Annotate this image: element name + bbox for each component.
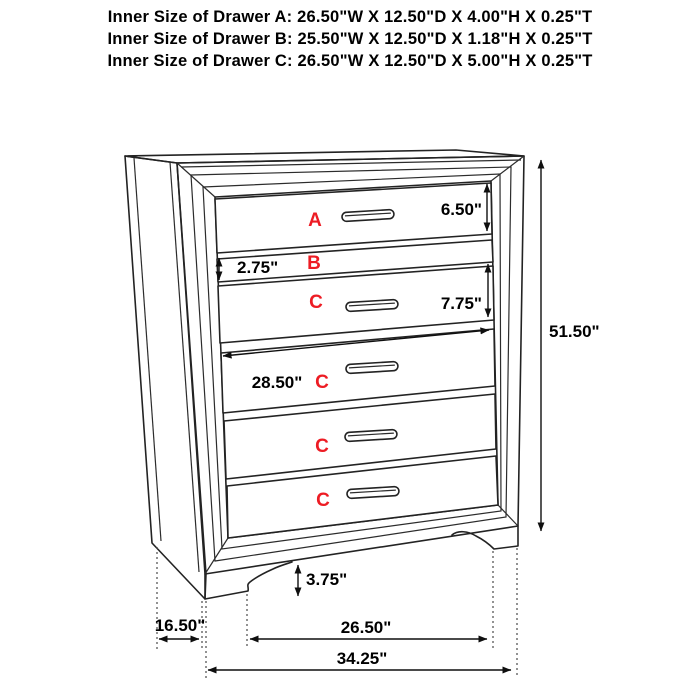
drawer-a-label: A: [308, 210, 322, 231]
dim-c-height-label: 7.75": [440, 294, 482, 313]
dim-foot-height-label: 3.75": [306, 570, 348, 589]
dimension-foot-height: [298, 565, 347, 596]
dim-overall-width-label: 34.25": [336, 649, 388, 668]
dimension-overall-height: [541, 160, 600, 531]
dimension-between-feet: [250, 618, 487, 639]
dimension-overall-width: [208, 649, 511, 670]
drawer-c3-label: C: [315, 436, 329, 457]
dim-a-height-label: 6.50": [440, 200, 482, 219]
dim-b-height-label: 2.75": [237, 258, 279, 277]
dim-side-depth-label: 16.50": [154, 616, 206, 635]
drawer-size-line-b: Inner Size of Drawer B: 25.50"W X 12.50"D X 1.18"H X 0.25"T: [107, 30, 593, 48]
drawer-size-line-a: Inner Size of Drawer A: 26.50"W X 12.50"D X 4.00"H X 0.25"T: [107, 8, 593, 26]
dim-between-feet-label: 26.50": [340, 618, 392, 637]
drawer-size-line-c: Inner Size of Drawer C: 26.50"W X 12.50"D X 5.00"H X 0.25"T: [107, 52, 593, 70]
drawer-c1-label: C: [309, 292, 323, 313]
dim-inner-width-label: 28.50": [251, 373, 303, 392]
drawer-b-label: B: [307, 253, 321, 274]
drawer-fronts: [215, 183, 498, 538]
right-foot: [452, 526, 518, 549]
dimension-side-depth: [155, 616, 206, 639]
drawer-c4-label: C: [316, 490, 330, 511]
drawer-c2-label: C: [315, 372, 329, 393]
dim-overall-height-label: 51.50": [549, 322, 600, 341]
